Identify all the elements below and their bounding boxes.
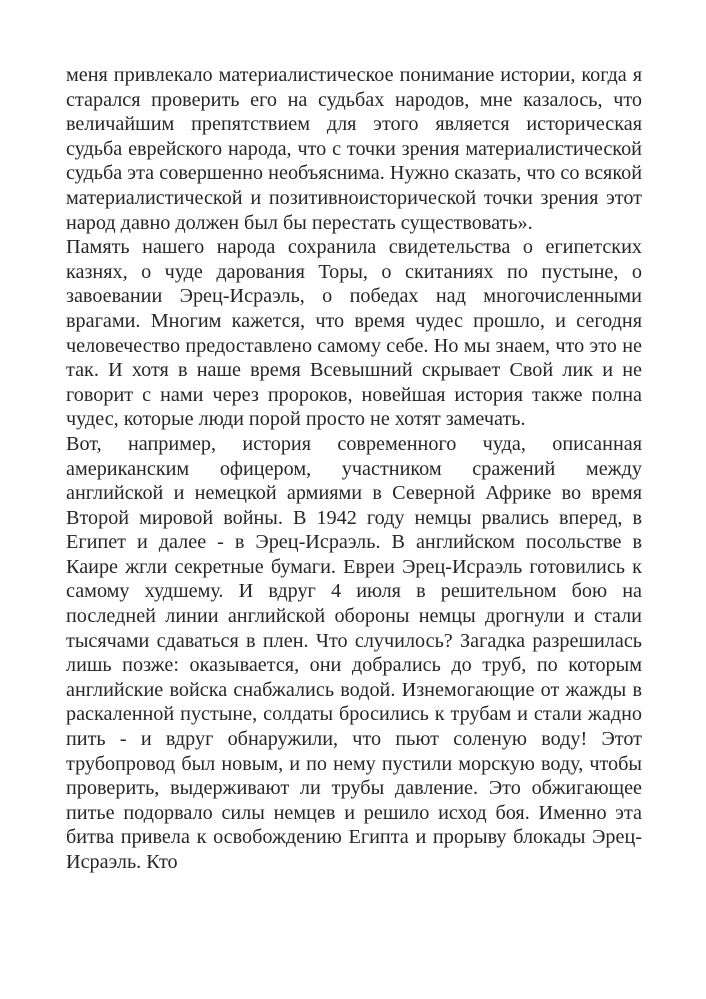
paragraph-modern-miracle-story: Вот, например, история современного чуда, описанная американским офицером, участником сражений между английской и немецкой армиями в Северной Африке во время Второй мировой войны. В 1942 году немцы рвались вперед, в Египет и далее - в Эрец-Исраэль. В английском посольстве в Каире жгли секретные бумаги. Евреи Эрец-Исраэль готовились к самому худшему. И вдруг 4 июля в решительном бою на последней линии английской обороны немцы дрогнули и стали тысячами сдаваться в плен. Что случилось? Загадка разрешилась лишь позже: оказывается, они добрались до труб, по которым английские войска снабжались водой. Изнемогающие от жажды в раскаленной пустыне, солдаты бросились к трубам и стали жадно пить - и вдруг обнаружили, что пьют соленую воду! Этот трубопровод был новым, и по нему пустили морскую воду, чтобы проверить, выдерживают ли трубы давление. Это обжигающее питье подорвало силы немцев и решило исход боя. Именно эта битва привела к освобождению Египта и прорыву блокады Эрец-Исраэль. Кто bbox=[66, 432, 642, 873]
paragraph-quote-ending: меня привлекало материалистическое понимание истории, когда я старался проверить его на судьбах народов, мне казалось, что величайшим препятствием для этого является историческая судьба еврейского народа, что с точки зрения материалистической судьба эта совершенно необъяснима. Нужно сказать, что со всякой материалистической и позитивноисторической точки зрения этот народ давно должен был бы перестать существовать». bbox=[66, 64, 642, 234]
document-page bbox=[66, 63, 642, 875]
paragraph-memory-of-miracles: Память нашего народа сохранила свидетельства о египетских казнях, о чуде дарования Торы, о скитаниях по пустыне, о завоевании Эрец-Исраэль, о победах над многочисленными врагами. Многим кажется, что время чудес прошло, и сегодня человечество предоставлено самому себе. Но мы знаем, что это не так. И хотя в наше время Всевышний скрывает Свой лик и не говорит с нами через пророков, новейшая история также полна чудес, которые люди порой просто не хотят замечать. bbox=[66, 236, 642, 431]
